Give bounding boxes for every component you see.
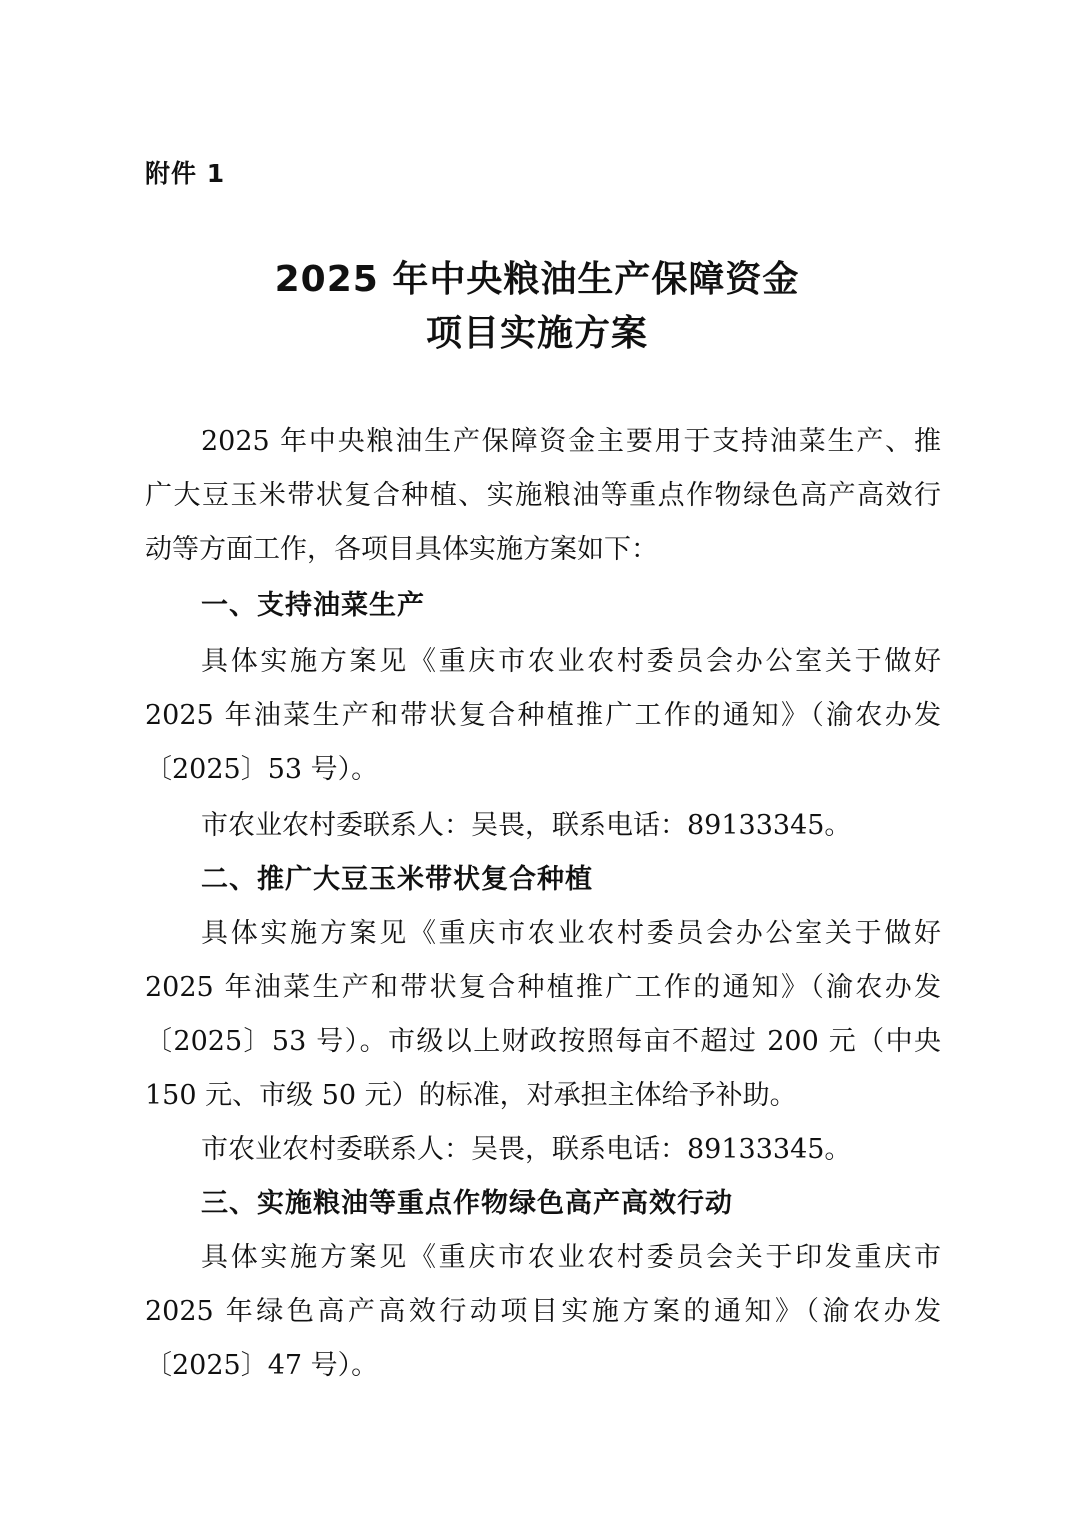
section-1-contact: 市农业农村委联系人：吴畏，联系电话：89133345。 bbox=[201, 810, 852, 841]
document-title-line-1: 2025 年中央粮油生产保障资金 bbox=[274, 259, 800, 300]
section-3-body-line-2: 2025 年绿色高产高效行动项目实施方案的通知》（渝农办发 bbox=[145, 1296, 941, 1327]
intro-line-1: 2025 年中央粮油生产保障资金主要用于支持油菜生产、推 bbox=[201, 426, 941, 457]
section-1-body-line-2: 2025 年油菜生产和带状复合种植推广工作的通知》（渝农办发 bbox=[145, 700, 941, 731]
section-2-body-line-2: 2025 年油菜生产和带状复合种植推广工作的通知》（渝农办发 bbox=[145, 972, 941, 1003]
section-2-body-line-4: 150 元、市级 50 元）的标准，对承担主体给予补助。 bbox=[145, 1080, 797, 1111]
section-2-contact: 市农业农村委联系人：吴畏，联系电话：89133345。 bbox=[201, 1134, 852, 1165]
section-2-body-line-3: 〔2025〕53 号）。市级以上财政按照每亩不超过 200 元（中央 bbox=[145, 1026, 941, 1057]
attachment-label: 附件 1 bbox=[145, 159, 226, 188]
section-2-heading: 二、推广大豆玉米带状复合种植 bbox=[201, 864, 593, 895]
section-2-body-line-1: 具体实施方案见《重庆市农业农村委员会办公室关于做好 bbox=[201, 918, 941, 949]
section-1-body-line-3: 〔2025〕53 号）。 bbox=[145, 754, 379, 785]
intro-line-3: 动等方面工作，各项目具体实施方案如下： bbox=[145, 534, 658, 565]
document-title-line-2: 项目实施方案 bbox=[425, 313, 648, 354]
section-3-body-line-3: 〔2025〕47 号）。 bbox=[145, 1350, 379, 1381]
section-1-heading: 一、支持油菜生产 bbox=[201, 590, 425, 621]
section-1-body-line-1: 具体实施方案见《重庆市农业农村委员会办公室关于做好 bbox=[201, 646, 941, 677]
section-3-body-line-1: 具体实施方案见《重庆市农业农村委员会关于印发重庆市 bbox=[201, 1242, 941, 1273]
intro-line-2: 广大豆玉米带状复合种植、实施粮油等重点作物绿色高产高效行 bbox=[145, 480, 941, 511]
section-3-heading: 三、实施粮油等重点作物绿色高产高效行动 bbox=[201, 1188, 733, 1219]
